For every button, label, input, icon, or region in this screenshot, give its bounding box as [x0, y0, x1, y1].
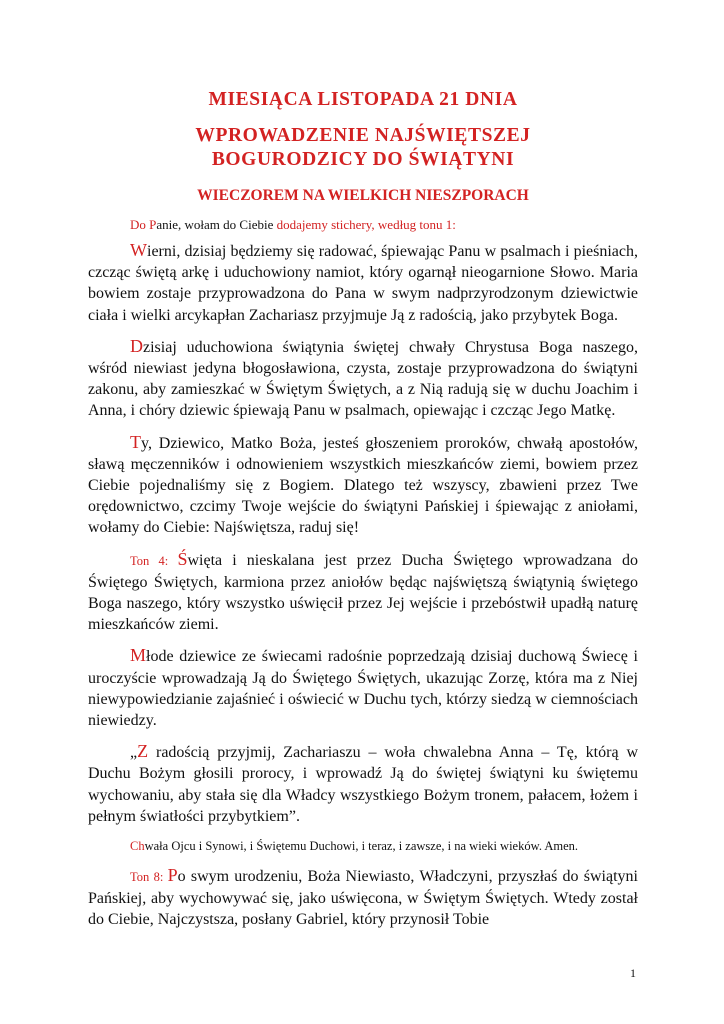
stichera-7: [88, 865, 638, 931]
stichera-6-initial: Z: [137, 741, 149, 762]
stichera-1-text: ierni, dzisiaj będziemy się radować, śpiewając Panu w psalmach i pieśniach, czcząc świętą arkę i uduchowiony namiot, który ogarnął nieogarnione Słowo. Maria bowiem zostaje przyprowadzona do Pana w swym nadprzyrodzonym dziewictwie ciała i wielki arcykapłan Zachariasz przyjmuje Ją z radością, jako przybytek Boga.: [88, 243, 638, 324]
feast-date-title: MIESIĄCA LISTOPADA 21 DNIA: [208, 89, 518, 110]
stichera-3-text: y, Dziewico, Matko Boża, jesteś głoszeniem proroków, chwałą apostołów, sławą męczenników i odnowieniem wszystkich mieszkańców ziemi, bowiem przez Ciebie pojednaliśmy się z Bogiem. Dlatego też wszyscy, zbawieni przez Twe orędownictwo, czcimy Twoje wejście do świątyni Pańskiej i śpiewając z aniołami, wołamy do Ciebie: Najświętsza, raduj się!: [88, 434, 638, 537]
page-number: 1: [630, 966, 636, 980]
stichera-2-initial: D: [130, 335, 143, 356]
stichera-2-text: zisiaj uduchowiona świątynia świętej chwały Chrystusa Boga naszego, wśród niewiast jedyna błogosławiona, czysta, zostaje przyprowadzona do świątyni zakonu, aby zamieszkać w Świętym Świętych, a z Nią radują się w duchu Joachim i Anna, i chóry dziewic śpiewają Panu w psalmach, opiewając i czcząc Jego Matkę.: [88, 338, 638, 420]
stichera-4: [88, 549, 638, 636]
stichera-1-initial: W: [130, 240, 147, 260]
stichera-6-text: radością przyjmij, Zachariaszu – woła chwalebna Anna – Tę, którą w Duchu Bożym głosili prorocy, i wprowadź Ją do świętej świątyni ku świętemu wychowaniu, aby stała się dla Władcy wszystkiego Bożym tronem, pałacem, łożem i pełnym światłości przybytkiem”.: [88, 744, 638, 825]
stichera-6-quote: „: [130, 744, 138, 762]
intro-rubric: [88, 216, 638, 234]
stichera-1: [88, 240, 638, 326]
stichera-6: [88, 741, 638, 827]
stichera-4-initial: Ś: [177, 548, 188, 569]
stichera-7-initial: P: [167, 865, 178, 886]
stichera-5: [88, 645, 638, 731]
stichera-2: [88, 336, 638, 422]
stichera-5-text: łode dziewice ze świecami radośnie poprzedzają dzisiaj duchową Świecę i uroczyście wprowadzają Ją do Świętego Świętych, ukazując Zorzę, która ma z Niej niewypowiedzianie zajaśnieć i oświecić w Duchu tych, którzy siedzą w ciemnościach niewiedzy.: [88, 648, 638, 730]
stichera-3: [88, 432, 638, 539]
feast-name-title: [88, 124, 638, 172]
intro-rubric-red: dodajemy stichery, według tonu 1:: [276, 217, 456, 232]
doxology: [88, 837, 638, 855]
document-page: [88, 88, 638, 941]
stichera-4-text: więta i nieskalana jest przez Ducha Świętego wprowadzana do Świętego Świętych, karmiona przez aniołów będąc najświętszą świątynią świętego Boga naszego, który wszystko uświęcił przez Jej wejście i przebóstwił upadłą naturę mieszkańców ziemi.: [88, 551, 638, 634]
intro-initial: Do P: [130, 217, 157, 232]
intro-text: anie, wołam do Ciebie: [156, 217, 277, 232]
stichera-5-initial: M: [130, 645, 147, 666]
doxology-initial: Ch: [130, 839, 145, 854]
tone-4-label: Ton 4:: [130, 553, 178, 568]
stichera-7-text: o swym urodzeniu, Boża Niewiasto, Władczyni, przyszłaś do świątyni Pańskiej, aby wychowywać się, jako uświęcona, w Świętym Świętych. Wtedy został do Ciebie, Najczystsza, posłany Gabriel, który przynosił Tobie: [88, 868, 638, 929]
feast-name-line1: WPROWADZENIE NAJŚWIĘTSZEJ: [195, 125, 531, 146]
feast-name-line2: BOGURODZICY DO ŚWIĄTYNI: [211, 149, 515, 170]
tone-8-label: Ton 8:: [130, 870, 168, 885]
doxology-text: wała Ojcu i Synowi, i Świętemu Duchowi, i teraz, i zawsze, i na wieki wieków. Amen.: [144, 839, 579, 854]
stichera-3-initial: T: [130, 431, 141, 452]
section-heading: WIECZOREM NA WIELKICH NIESZPORACH: [197, 187, 529, 204]
